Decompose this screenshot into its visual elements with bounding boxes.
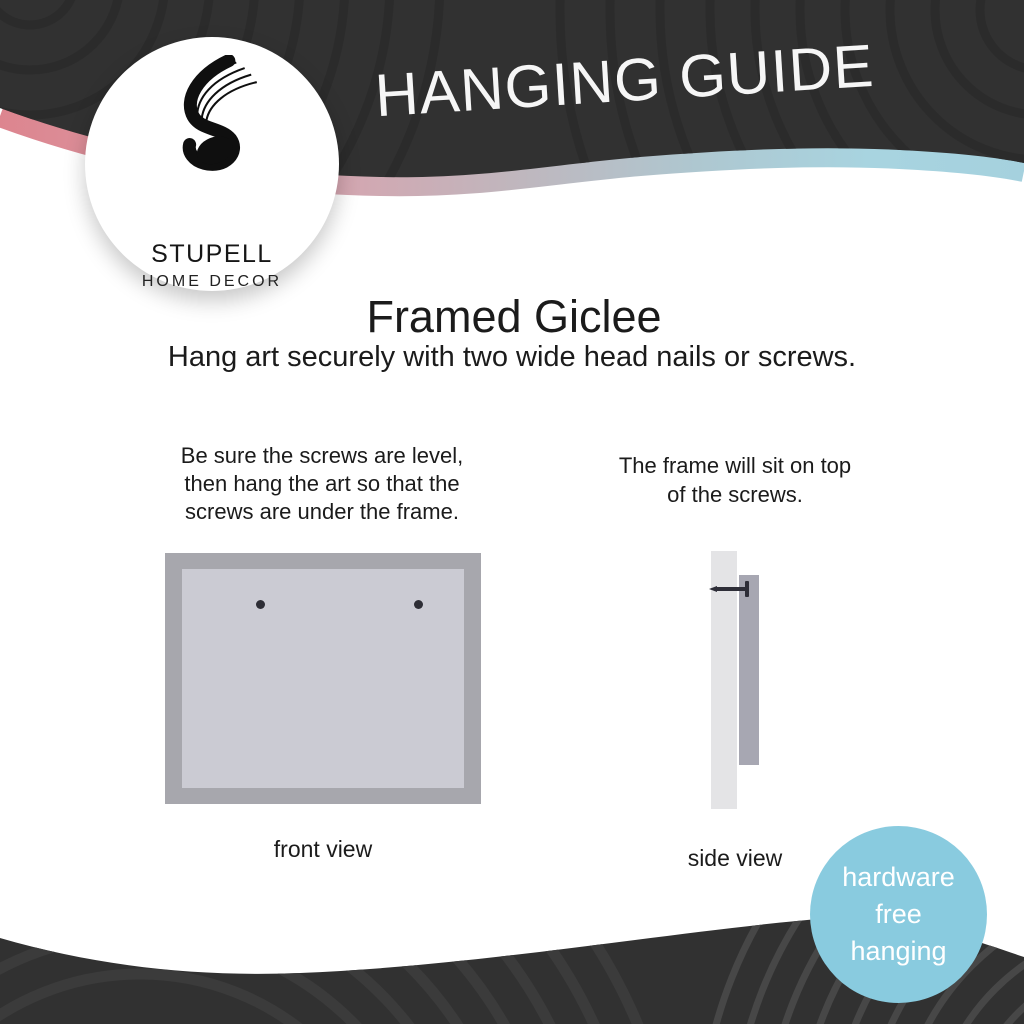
badge-line-1: hardware	[842, 862, 955, 892]
brand-name: STUPELL	[151, 240, 273, 268]
front-view-frame-diagram	[165, 553, 481, 804]
product-title: Framed Giclee	[366, 291, 662, 342]
brand-tagline: HOME DECOR	[141, 273, 283, 290]
hardware-free-badge	[810, 826, 987, 1003]
side-view-frame-bar	[739, 575, 759, 765]
screw-dot-icon	[414, 600, 423, 609]
brand-logo-circle	[85, 37, 339, 291]
screw-dot-icon	[256, 600, 265, 609]
badge-line-3: hanging	[850, 936, 947, 966]
badge-line-2: free	[875, 899, 922, 929]
frame-art-area	[182, 569, 464, 788]
front-instruction-line-2: then hang the art so that the	[184, 471, 460, 496]
nail-head	[745, 581, 749, 597]
stupell-s-logo-icon	[156, 55, 268, 195]
page-title: HANGING GUIDE	[373, 31, 876, 130]
nail-shaft	[716, 587, 747, 591]
side-instruction-line-2: of the screws.	[667, 482, 803, 507]
side-instruction-line-1: The frame will sit on top	[618, 453, 852, 478]
side-view-instruction	[585, 451, 885, 509]
front-instruction-line-3: screws are under the frame.	[185, 499, 459, 524]
front-view-instruction	[140, 442, 504, 526]
front-instruction-line-1: Be sure the screws are level,	[180, 443, 464, 468]
side-view-caption: side view	[687, 845, 783, 871]
main-instruction: Hang art securely with two wide head nails or screws.	[167, 341, 857, 373]
front-view-caption: front view	[273, 836, 373, 862]
